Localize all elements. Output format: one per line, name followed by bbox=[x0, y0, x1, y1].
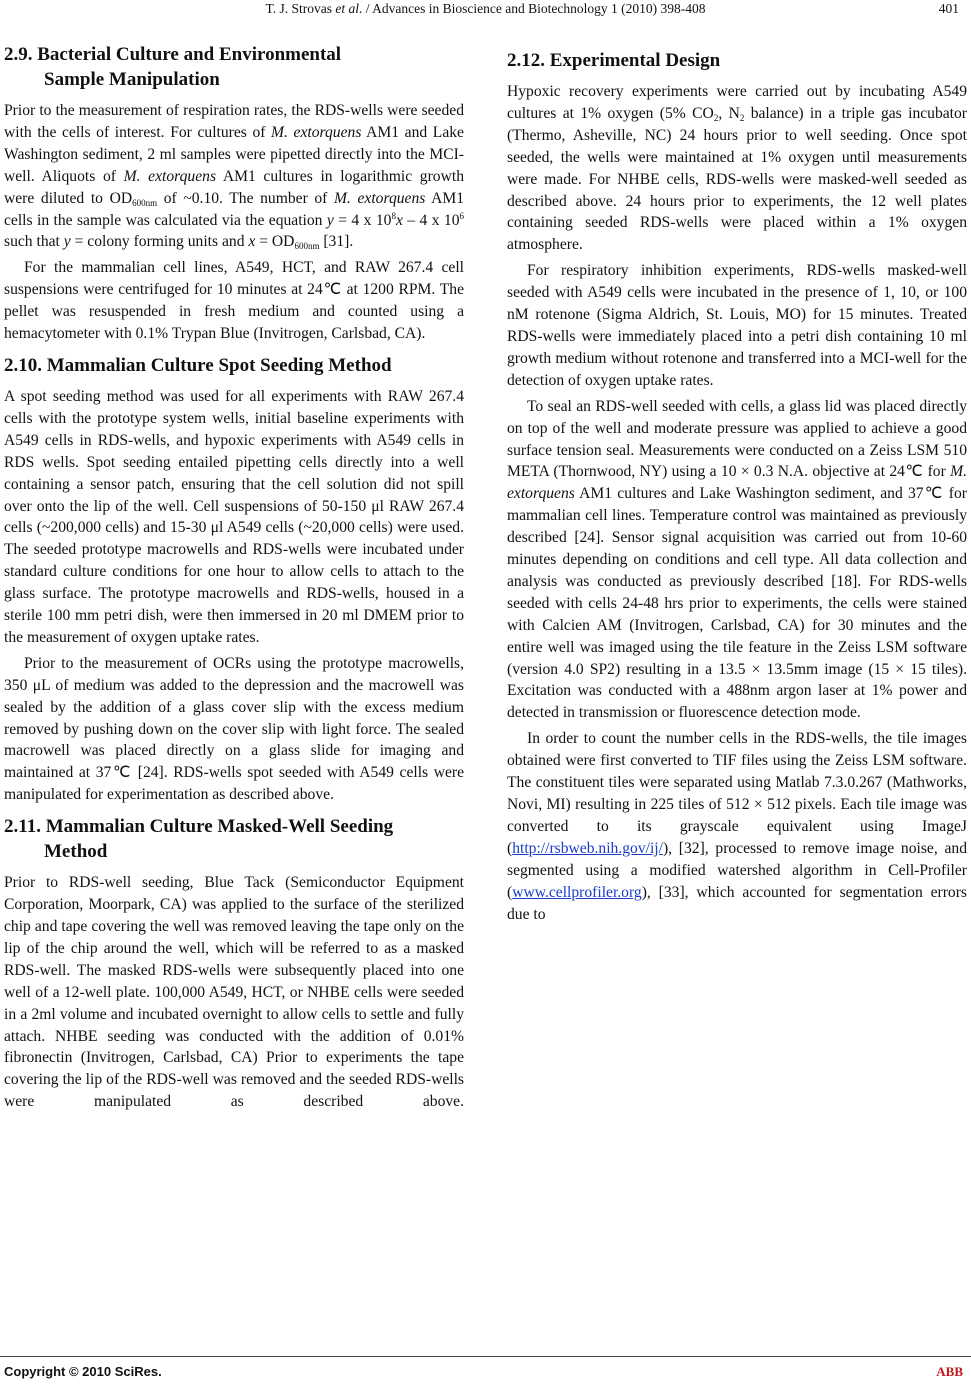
section-title: Experimental Design bbox=[549, 50, 721, 71]
footer-rule bbox=[0, 1356, 971, 1357]
text-run: = colony forming units and bbox=[70, 233, 249, 251]
cellprofiler-link[interactable]: www.cellprofiler.org bbox=[512, 883, 642, 901]
running-title bbox=[0, 1, 971, 17]
section-title-line2: Sample Manipulation bbox=[44, 69, 220, 90]
imagej-link[interactable]: http://rsbweb.nih.gov/ij/ bbox=[512, 839, 663, 857]
superscript: 8 bbox=[391, 210, 396, 221]
text-run: In order to count the number cells in the RDS-wells, the tile images obtained were first converted to TIF files using the Zeiss LSM software. The constituent tiles were separated using Matlab 7.3.0.267 (Mathworks, Novi, MI) resulting in 225 tiles of 512 × 512 pixels. Each tile image was converted to its grayscale equivalent using ImageJ ( bbox=[507, 730, 967, 857]
subscript: 2 bbox=[713, 112, 719, 123]
paragraph-ocr-macrowells: Prior to the measurement of OCRs using the prototype macrowells, 350 μL of medium was added to the depression and the macrowell was sealed by the addition of a glass cover slip with the excess medium removed by pushing down on the cover slip with light force. The sealed macrowell was placed directly on a glass slide for imaging and maintained at 37℃ [24]. RDS-wells spot seeded with A549 cells were manipulated for experimentation as described above. bbox=[4, 654, 464, 804]
paragraph-cell-counting bbox=[507, 728, 967, 925]
paragraph-respiratory-inhibition: For respiratory inhibition experiments, RDS-wells masked-well seeded with A549 cells were incubated in the presence of 1, 10, or 100 nM rotenone (Sigma Aldrich, St. Louis, MO) for 15 minutes. Treated RDS-wells were immediately placed into a petri dish containing 10 ml growth medium without rotenone and transferred into a MCI-well for the detection of oxygen uptake rates. bbox=[507, 262, 967, 389]
text-run: , N bbox=[718, 104, 740, 122]
paragraph-spot-seeding: A spot seeding method was used for all experiments with RAW 267.4 cells with the prototype system wells, initial baseline experiments with A549 cells in RDS-wells, and hypoxic experiments with A549 cells in RDS wells. Spot seeding entailed pipetting cells directly into a well containing a sensor patch, ensuring that the cell solution did not spill over onto the lip of the well. Cell suspensions of 50-150 μl RAW 267.4 cells (~200,000 cells) and 15-30 μl A549 cells (~20,000 cells) were used. The seeded prototype macrowells and RDS-wells were incubated under standard culture conditions for one hour to allow cells to attach to the glass surface. The prototype macrowells and RDS-wells, housed in a sterile 100 mm petri dish, were then immersed in 20 ml DMEM prior to the measurement of oxygen uptake rates. bbox=[4, 387, 464, 646]
section-heading-2-12 bbox=[507, 48, 967, 73]
text-run: = 4 x 10 bbox=[333, 211, 392, 229]
journal-abbreviation: ABB bbox=[936, 1364, 963, 1379]
math-variable: x bbox=[248, 233, 256, 251]
section-number: 2.9. bbox=[4, 44, 33, 65]
text-run: ), [32], processed to remove image noise, and segmented using a modified watershed algorithm in Cell-Profiler ( bbox=[507, 839, 967, 901]
page-number: 401 bbox=[938, 1, 959, 16]
copyright-notice: Copyright © 2010 SciRes. bbox=[4, 1364, 162, 1379]
text-run: such that bbox=[4, 233, 64, 251]
section-number: 2.11. bbox=[4, 816, 41, 838]
paragraph-hypoxic-recovery bbox=[507, 81, 967, 256]
text-run: Prior to the measurement of respiration rates, the RDS-wells were seeded with the cells of interest. For cultures of bbox=[4, 102, 464, 141]
text-run: of ~0.10. The number of bbox=[157, 189, 334, 207]
paragraph-sealing-measurement bbox=[507, 396, 967, 725]
text-run: AM1 and Lake Washington sediment, 2 ml samples were pipetted directly into the MCI-well. Aliquots of bbox=[4, 123, 464, 185]
subscript: 2 bbox=[739, 112, 745, 123]
section-number: 2.12. bbox=[507, 50, 545, 71]
section-heading-2-9 bbox=[4, 42, 464, 92]
text-run: – 4 x 10 bbox=[402, 211, 460, 229]
running-journal: . / Advances in Bioscience and Biotechnology 1 (2010) 398-408 bbox=[359, 1, 706, 16]
subscript: 600nm bbox=[294, 241, 320, 252]
section-title-line1: Mammalian Culture Masked-Well Seeding bbox=[45, 816, 394, 838]
text-run: AM1 cultures and Lake Washington sediment, and 37℃ for mammalian cell lines. Temperature control was maintained as previously described [24]. Sensor signal acquisition was carried out from 10-60 minutes depending on conditions and cell type. All data collection and analysis was conducted as previously described [18]. For RDS-wells seeded with cells 24-48 hrs prior to experiments, the cells were stained with Calcien AM (Invitrogen, Carlsbad, CA) for 30 minutes and the entire well was imaged using the tile feature in the Zeiss LSM software (version 4.0 SP2) resulting in a 13.5 × 13.5mm image (15 × 15 tiles). Excitation was conducted with a 488nm argon laser at 1% power and detected in transmission or fluorescence detection mode. bbox=[507, 485, 967, 722]
superscript: 6 bbox=[459, 210, 465, 221]
species-name: M. extorquens bbox=[123, 167, 217, 185]
section-title: Mammalian Culture Spot Seeding Method bbox=[46, 354, 392, 376]
text-run: AM1 cultures in logarithmic growth were diluted to OD bbox=[4, 167, 464, 207]
running-etal: et al bbox=[335, 1, 360, 16]
text-run: balance) in a triple gas incubator (Thermo, Asheville, NC) 24 hours prior to well seeding. Once spot seeded, the wells were maintained at 1% oxygen until measurements were made. For NHBE cells, RDS-wells were masked-well seeded as described above. 24 hours prior to experiments, the 12 well plates containing seeded RDS-wells were placed within a 1% oxygen atmosphere. bbox=[507, 104, 967, 254]
section-title-line2: Method bbox=[44, 841, 108, 863]
math-variable: y bbox=[63, 233, 71, 251]
section-heading-2-11 bbox=[4, 814, 464, 864]
section-number: 2.10. bbox=[4, 354, 42, 376]
species-name: M. extorquens bbox=[507, 463, 967, 503]
species-name: M. extorquens bbox=[333, 189, 426, 207]
math-variable: y bbox=[326, 211, 334, 229]
running-header bbox=[0, 0, 971, 24]
section-heading-2-10 bbox=[4, 353, 464, 378]
paragraph-masked-well: Prior to RDS-well seeding, Blue Tack (Semiconductor Equipment Corporation, Moorpark, CA) was applied to the surface of the sterilized chip and tape covering the well was removed leaving the tape only on the lip of the chip around the well, which will be referred to as a masked RDS-well. The masked RDS-wells were subsequently placed into one well of a 12-well plate. 100,000 A549, HCT, or NHBE cells were seeded in a 2ml volume and incubated overnight to allow cells to settle and fully attach. NHBE seeding was conducted with the addition of 0.01% fibronectin (Invitrogen, Carlsbad, CA) Prior to experiments the tape covering the lip of the RDS-well was removed and the seeded RDS-wells were manipulated as described above. bbox=[4, 874, 464, 1111]
left-column bbox=[4, 40, 464, 1117]
paragraph-mammalian-lines: For the mammalian cell lines, A549, HCT, and RAW 267.4 cell suspensions were centrifuged for 10 minutes at 24℃ at 1200 RPM. The pellet was resuspended in fresh medium and counted using a hemacytometer with 0.1% Trypan Blue (Invitrogen, Carlsbad, CA). bbox=[4, 259, 464, 343]
page-footer bbox=[0, 1364, 971, 1386]
text-run: = OD bbox=[255, 233, 295, 251]
section-title-line1: Bacterial Culture and Environmental bbox=[37, 44, 342, 65]
text-run: [31]. bbox=[319, 233, 354, 251]
text-run: Hypoxic recovery experiments were carried out by incubating A549 cultures at 1% oxygen (5% CO bbox=[507, 83, 967, 122]
text-run: ), [33], which accounted for segmentation errors due to bbox=[507, 883, 967, 923]
right-column-content bbox=[507, 40, 967, 929]
text-run: AM1 cells in the sample was calculated via the equation bbox=[4, 189, 465, 229]
paragraph-bacterial-culture bbox=[4, 100, 464, 253]
running-author: T. J. Strovas bbox=[265, 1, 333, 16]
math-variable: x bbox=[395, 211, 403, 229]
text-run: To seal an RDS-well seeded with cells, a glass lid was placed directly on top of the well and moderate pressure was applied to achieve a good surface tension seal. Measurements were conducted on a Zeiss LSM 510 META (Thornwood, NY) using a 10 × 0.3 N.A. objective at 24℃ for bbox=[507, 397, 967, 481]
subscript: 600nm bbox=[132, 197, 158, 208]
species-name: M. extorquens bbox=[271, 123, 362, 141]
